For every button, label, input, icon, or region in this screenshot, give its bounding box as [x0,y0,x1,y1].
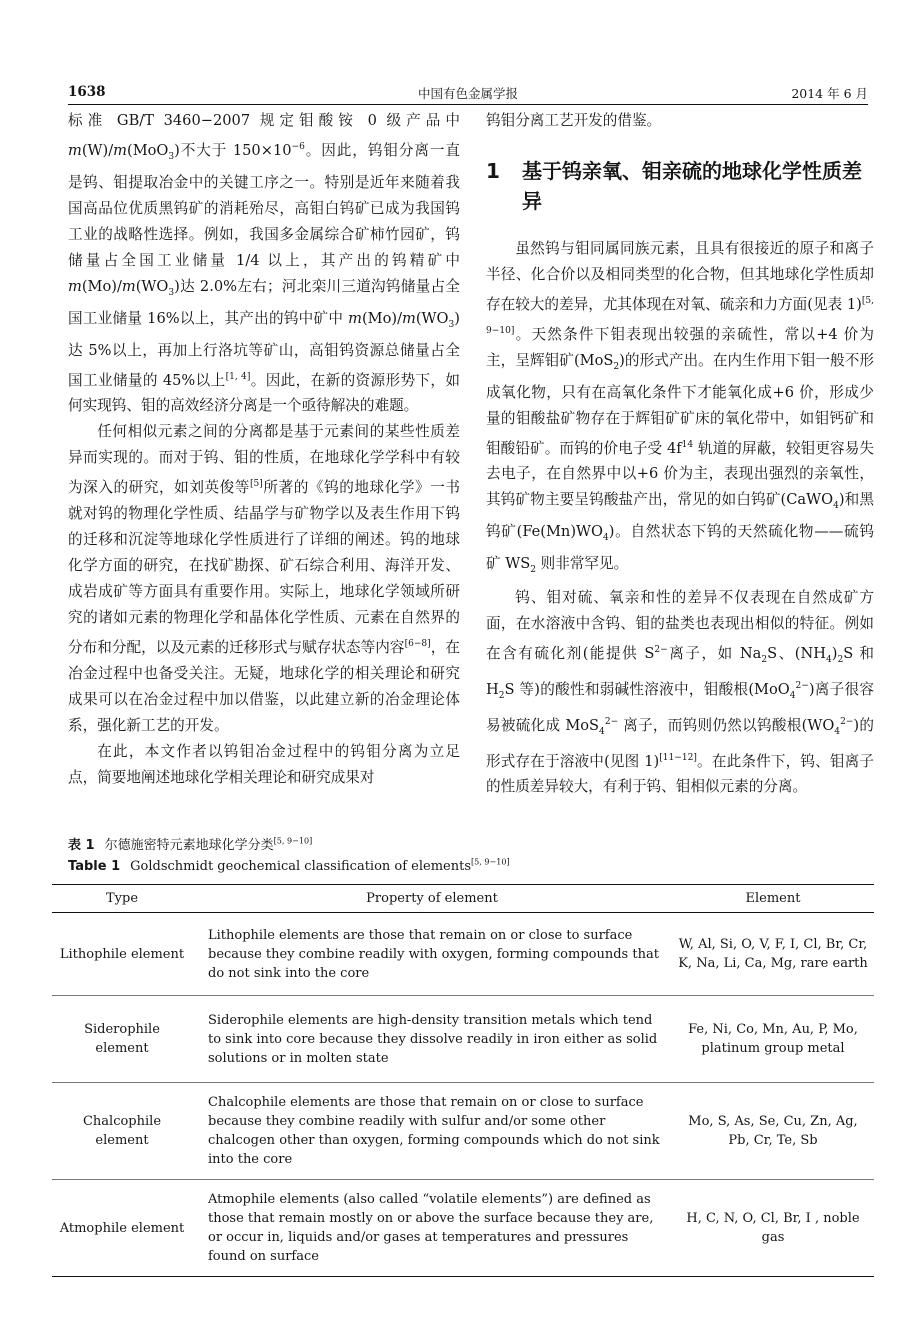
table-header-row [52,885,874,913]
table-row [52,1083,874,1180]
running-header [68,84,868,102]
section-title: 基于钨亲氧、钼亲硫的地球化学性质差异 [522,159,862,213]
page-number: 1638 [68,84,106,100]
cell-element: W, Al, Si, O, V, F, I, Cl, Br, Cr, K, Na, Li, Ca, Mg, rare earth [672,913,874,996]
cell-type: Siderophile element [52,996,192,1083]
paragraph: 钨、钼对硫、氧亲和性的差异不仅表现在自然成矿方面，在水溶液中含钨、钼的盐类也表现出相似的特征。例如在含有硫化剂(能提供 $S^{2-}$离子，如 $Na_2S$、$(NH_4)_2S$ 和 $H_2S$ 等)的酸性和弱碱性溶液中，钼酸根(MoO$_4^{2-}$)离子很容易被硫化成 MoS$_4^{2-}$ 离子，而钨则仍然以钨酸根$(WO_4^{2-})$的形式存在于溶液中(见图 1)[11−12]。在此条件下，钨、钼离子的性质差异较大，有利于钨、钼相似元素的分离。 [486,589,874,796]
journal-name: 中国有色金属学报 [417,86,518,101]
table-title-cn: 尔德施密特元素地球化学分类[5, 9−10] [104,836,313,853]
column-header-type: Type [52,885,192,913]
table-label-en: Table 1 [68,859,121,875]
issue-date: 2014 年 6 月 [791,86,868,101]
table-caption-cn [68,834,312,853]
right-column [486,108,874,800]
cell-type: Chalcophile element [52,1083,192,1180]
section-heading [486,156,874,216]
left-column [68,108,460,791]
cell-property: Siderophile elements are high-density transition metals which tend to sink into core because they dissolve readily in iron either as solid solutions or in molten state [192,996,672,1083]
classification-table [52,884,874,1277]
paragraph: 钨钼分离工艺开发的借鉴。 [486,112,662,129]
column-header-element: Element [672,885,874,913]
column-header-property: Property of element [192,885,672,913]
cell-property: Chalcophile elements are those that remain on or close to surface because they combine readily with sulfur and/or some other chalcogen other than oxygen, forming compounds which do not sink into the core [192,1083,672,1180]
cell-type: Atmophile element [52,1180,192,1277]
section-number: 1 [486,159,500,183]
cell-element: Fe, Ni, Co, Mn, Au, P, Mo, platinum group metal [672,996,874,1083]
cell-property: Lithophile elements are those that remain on or close to surface because they combine readily with oxygen, forming compounds that do not sink into the core [192,913,672,996]
paragraph: 在此，本文作者以钨钼冶金过程中的钨钼分离为立足点，简要地阐述地球化学相关理论和研究成果对 [68,743,460,787]
table-title-en: Goldschmidt geochemical classification of elements[5, 9−10] [130,858,510,875]
cell-property: Atmophile elements (also called “volatile elements”) are defined as those that remain mostly on or above the surface because they are, or occur in, liquids and/or gases at temperatures and pressures found on surface [192,1180,672,1277]
header-rule [68,104,868,105]
paragraph: 标准 GB/T 3460−2007 规定钼酸铵 0 级产品中 m(W)/m(MoO$_3$)不大于 $150\times 10^{-6}$。因此，钨钼分离一直是钨、钼提取冶金中的关键工序之一。特别是近年来随着我国高品位优质黑钨矿的消耗殆尽，高钼白钨矿已成为我国钨工业的战略性选择。例如，我国多金属综合矿柿竹园矿，钨储量占全国工业储量 1/4 以上，其产出的钨精矿中 $m(Mo)/m(WO_3)$达 2.0%左右；河北栾川三道沟钨储量占全国工业储量 16%以上，其产出的钨中矿中 $m(Mo)/m(WO_3)$达 5%以上，再加上行洛坑等矿山，高钼钨资源总储量占全国工业储量的 45%以上[1, 4]。因此，在新的资源形势下，如何实现钨、钼的高效经济分离是一个亟待解决的难题。 [68,112,460,415]
table-row [52,1180,874,1277]
cell-element: H, C, N, O, Cl, Br, I , noble gas [672,1180,874,1277]
cell-type: Lithophile element [52,913,192,996]
table-caption-en [68,858,510,874]
table-label-cn: 表 1 [68,838,95,853]
paragraph: 虽然钨与钼同属同族元素，且具有很接近的原子和离子半径、化合价以及相同类型的化合物，但其地球化学性质却存在较大的差异，尤其体现在对氧、硫亲和力方面(见表 1)[5, 9−10]。天然条件下钼表现出较强的亲硫性，常以+4 价为主，呈辉钼矿(MoS$_2$)的形式产出。在内生作用下钼一般不形成氧化物，只有在高氧化条件下才能氧化成+6 价，形成少量的钼酸盐矿物存在于辉钼矿矿床的氧化带中，如钼钙矿和钼酸铅矿。而钨的价电子受 $4f^{14}$ 轨道的屏蔽，较钼更容易失去电子，在自然界中以+6 价为主，表现出强烈的亲氧性，其钨矿物主要呈钨酸盐产出，常见的如白钨矿(CaWO$_4$)和黑钨矿$(Fe(Mn)WO_4)$。自然状态下钨的天然硫化物——硫钨矿 $WS_2$ 则非常罕见。 [486,240,875,576]
table-row [52,913,874,996]
cell-element: Mo, S, As, Se, Cu, Zn, Ag, Pb, Cr, Te, Sb [672,1083,874,1180]
table-row [52,996,874,1083]
paragraph: 任何相似元素之间的分离都是基于元素间的某些性质差异而实现的。而对于钨、钼的性质，在地球化学学科中有较为深入的研究，如刘英俊等[5]所著的《钨的地球化学》一书就对钨的物理化学性质、结晶学与矿物学以及表生作用下钨的迁移和沉淀等地球化学性质进行了详细的阐述。钨的地球化学方面的研究，在找矿勘探、矿石综合利用、海洋开发、成岩成矿等方面具有重要作用。实际上，地球化学领域所研究的诸如元素的物理化学和晶体化学性质、元素在自然界的分布和分配，以及元素的迁移形式与赋存状态等内容[6−8]，在冶金过程中也备受关注。无疑，地球化学的相关理论和研究成果可以在冶金过程中加以借鉴，以此建立新的冶金理论体系，强化新工艺的开发。 [68,423,460,735]
